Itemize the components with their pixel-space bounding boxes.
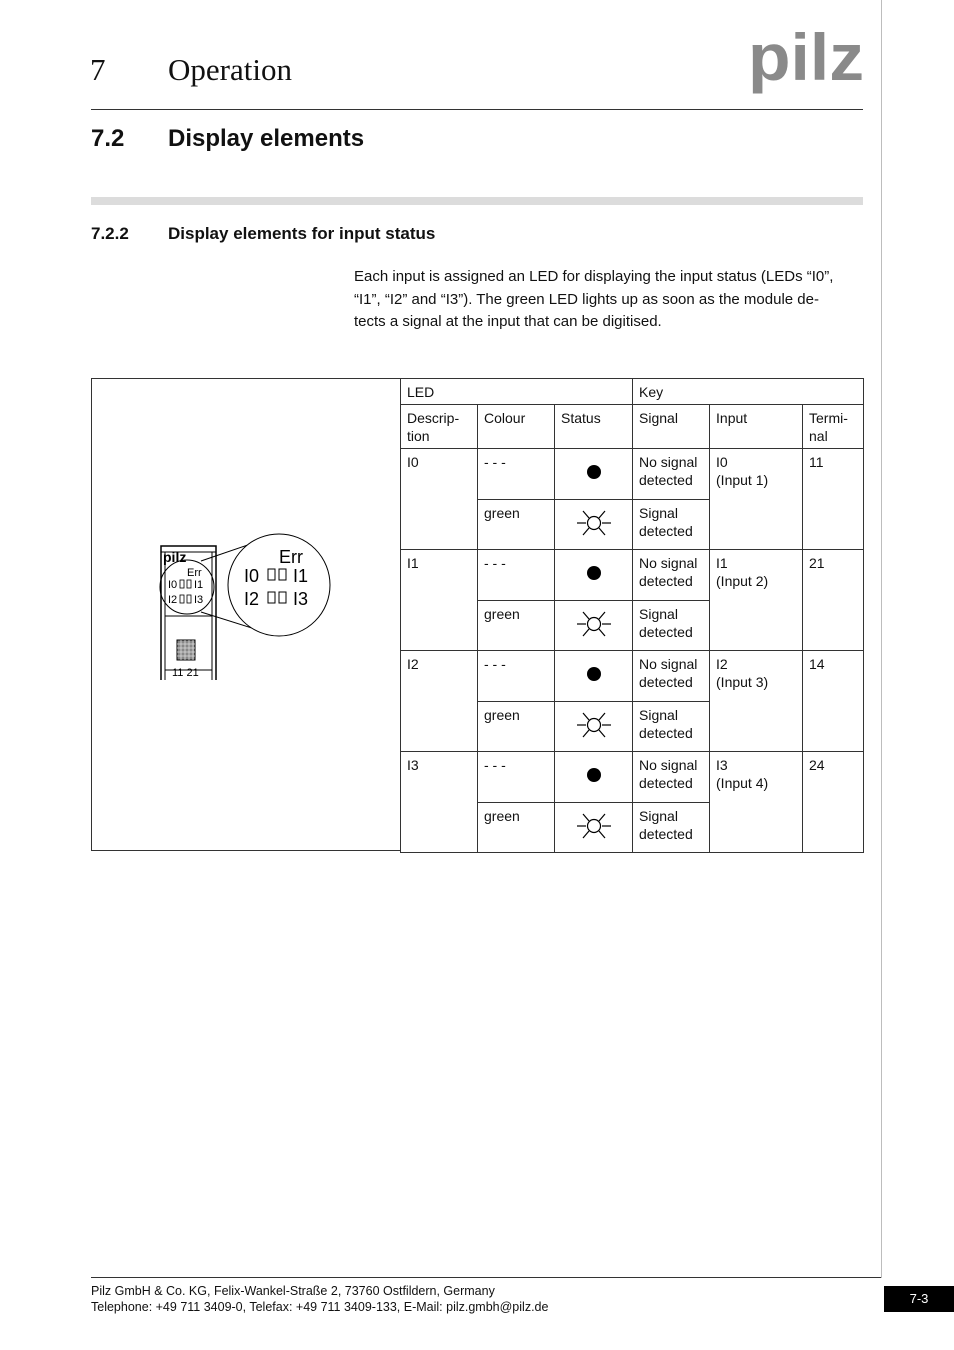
cell-input: I2 (Input 3) — [710, 651, 803, 752]
led-off-icon — [584, 563, 604, 583]
cell-terminal: 14 — [803, 651, 864, 752]
cell-signal: No signal detected — [633, 449, 710, 500]
group-header-key: Key — [633, 379, 864, 405]
cell-signal: No signal detected — [633, 651, 710, 702]
device-logo-text: pilz — [163, 549, 187, 565]
cell-status — [555, 752, 633, 803]
cell-input: I3 (Input 4) — [710, 752, 803, 853]
device-i0-label: I0 — [168, 579, 178, 591]
intro-paragraph — [354, 266, 866, 334]
cell-input: I1 (Input 2) — [710, 550, 803, 651]
cell-description: I3 — [401, 752, 478, 853]
cell-input: I0 (Input 1) — [710, 449, 803, 550]
chapter-title: Operation — [168, 52, 292, 87]
logo-text: pilz — [748, 28, 864, 94]
cell-signal: Signal detected — [633, 702, 710, 752]
footer-line-company: Pilz GmbH & Co. KG, Felix-Wankel-Straße 2, 73760 Ostfildern, Germany — [91, 1284, 495, 1298]
cell-status — [555, 500, 633, 550]
intro-line: “I1”, “I2” and “I3”). The green LED lights up as soon as the module de- — [354, 290, 819, 308]
zoom-i1-label: I1 — [293, 566, 309, 586]
header-rule — [91, 109, 863, 110]
device-figure — [91, 378, 400, 851]
cell-description: I1 — [401, 550, 478, 651]
table-row — [401, 550, 864, 601]
cell-signal: Signal detected — [633, 803, 710, 853]
device-i1-label: I1 — [194, 579, 204, 591]
device-i2-label: I2 — [168, 594, 178, 606]
intro-line: Each input is assigned an LED for displaying the input status (LEDs “I0”, — [354, 268, 834, 285]
col-header-input: Input — [710, 405, 803, 449]
subsection-number: 7.2.2 — [91, 224, 129, 243]
cell-signal: No signal detected — [633, 752, 710, 803]
cell-status — [555, 550, 633, 601]
footer-address — [91, 1283, 548, 1315]
cell-signal: Signal detected — [633, 500, 710, 550]
led-off-icon — [584, 765, 604, 785]
cell-colour: - - - — [478, 651, 555, 702]
cell-colour: green — [478, 500, 555, 550]
cell-colour: - - - — [478, 449, 555, 500]
cell-colour: - - - — [478, 550, 555, 601]
zoom-i3-label: I3 — [293, 589, 309, 609]
device-err-label: Err — [187, 567, 202, 579]
table-group-header-row — [401, 379, 864, 405]
section-title: Display elements — [168, 125, 365, 152]
cell-status — [555, 702, 633, 752]
col-header-description: Descrip- tion — [401, 405, 478, 449]
led-on-icon — [575, 710, 613, 740]
cell-colour: green — [478, 601, 555, 651]
cell-status — [555, 803, 633, 853]
col-header-terminal: Termi- nal — [803, 405, 864, 449]
device-terminal-label: 11 21 — [172, 667, 199, 679]
page-edge-rule — [881, 0, 882, 1278]
table-column-header-row — [401, 405, 864, 449]
table-row — [401, 651, 864, 702]
footer-rule — [91, 1277, 881, 1278]
section-divider — [91, 197, 863, 205]
cell-colour: green — [478, 702, 555, 752]
col-header-status: Status — [555, 405, 633, 449]
cell-signal: No signal detected — [633, 550, 710, 601]
led-off-icon — [584, 664, 604, 684]
led-on-icon — [575, 508, 613, 538]
device-i3-label: I3 — [194, 594, 204, 606]
zoom-i0-label: I0 — [244, 566, 260, 586]
table-row — [401, 449, 864, 500]
chapter-number: 7 — [90, 52, 106, 87]
table-row — [401, 752, 864, 803]
intro-line: tects a signal at the input that can be digitised. — [354, 313, 662, 330]
led-on-icon — [575, 609, 613, 639]
cell-status — [555, 601, 633, 651]
col-header-signal: Signal — [633, 405, 710, 449]
cell-status — [555, 449, 633, 500]
page-number-tag: 7-3 — [884, 1286, 954, 1312]
cell-signal: Signal detected — [633, 601, 710, 651]
cell-status — [555, 651, 633, 702]
zoom-i2-label: I2 — [244, 589, 260, 609]
led-off-icon — [584, 462, 604, 482]
cell-terminal: 24 — [803, 752, 864, 853]
subsection-title: Display elements for input status — [168, 224, 436, 243]
cell-description: I2 — [401, 651, 478, 752]
cell-description: I0 — [401, 449, 478, 550]
pilz-logo — [748, 28, 864, 94]
cell-terminal: 21 — [803, 550, 864, 651]
group-header-led: LED — [401, 379, 633, 405]
section-number: 7.2 — [91, 125, 125, 152]
zoom-err-label: Err — [279, 547, 303, 567]
cell-terminal: 11 — [803, 449, 864, 550]
col-header-colour: Colour — [478, 405, 555, 449]
cell-colour: - - - — [478, 752, 555, 803]
led-status-table — [400, 378, 864, 853]
cell-colour: green — [478, 803, 555, 853]
led-on-icon — [575, 811, 613, 841]
footer-line-contact: Telephone: +49 711 3409-0, Telefax: +49 711 3409-133, E-Mail: pilz.gmbh@pilz.de — [91, 1300, 549, 1314]
